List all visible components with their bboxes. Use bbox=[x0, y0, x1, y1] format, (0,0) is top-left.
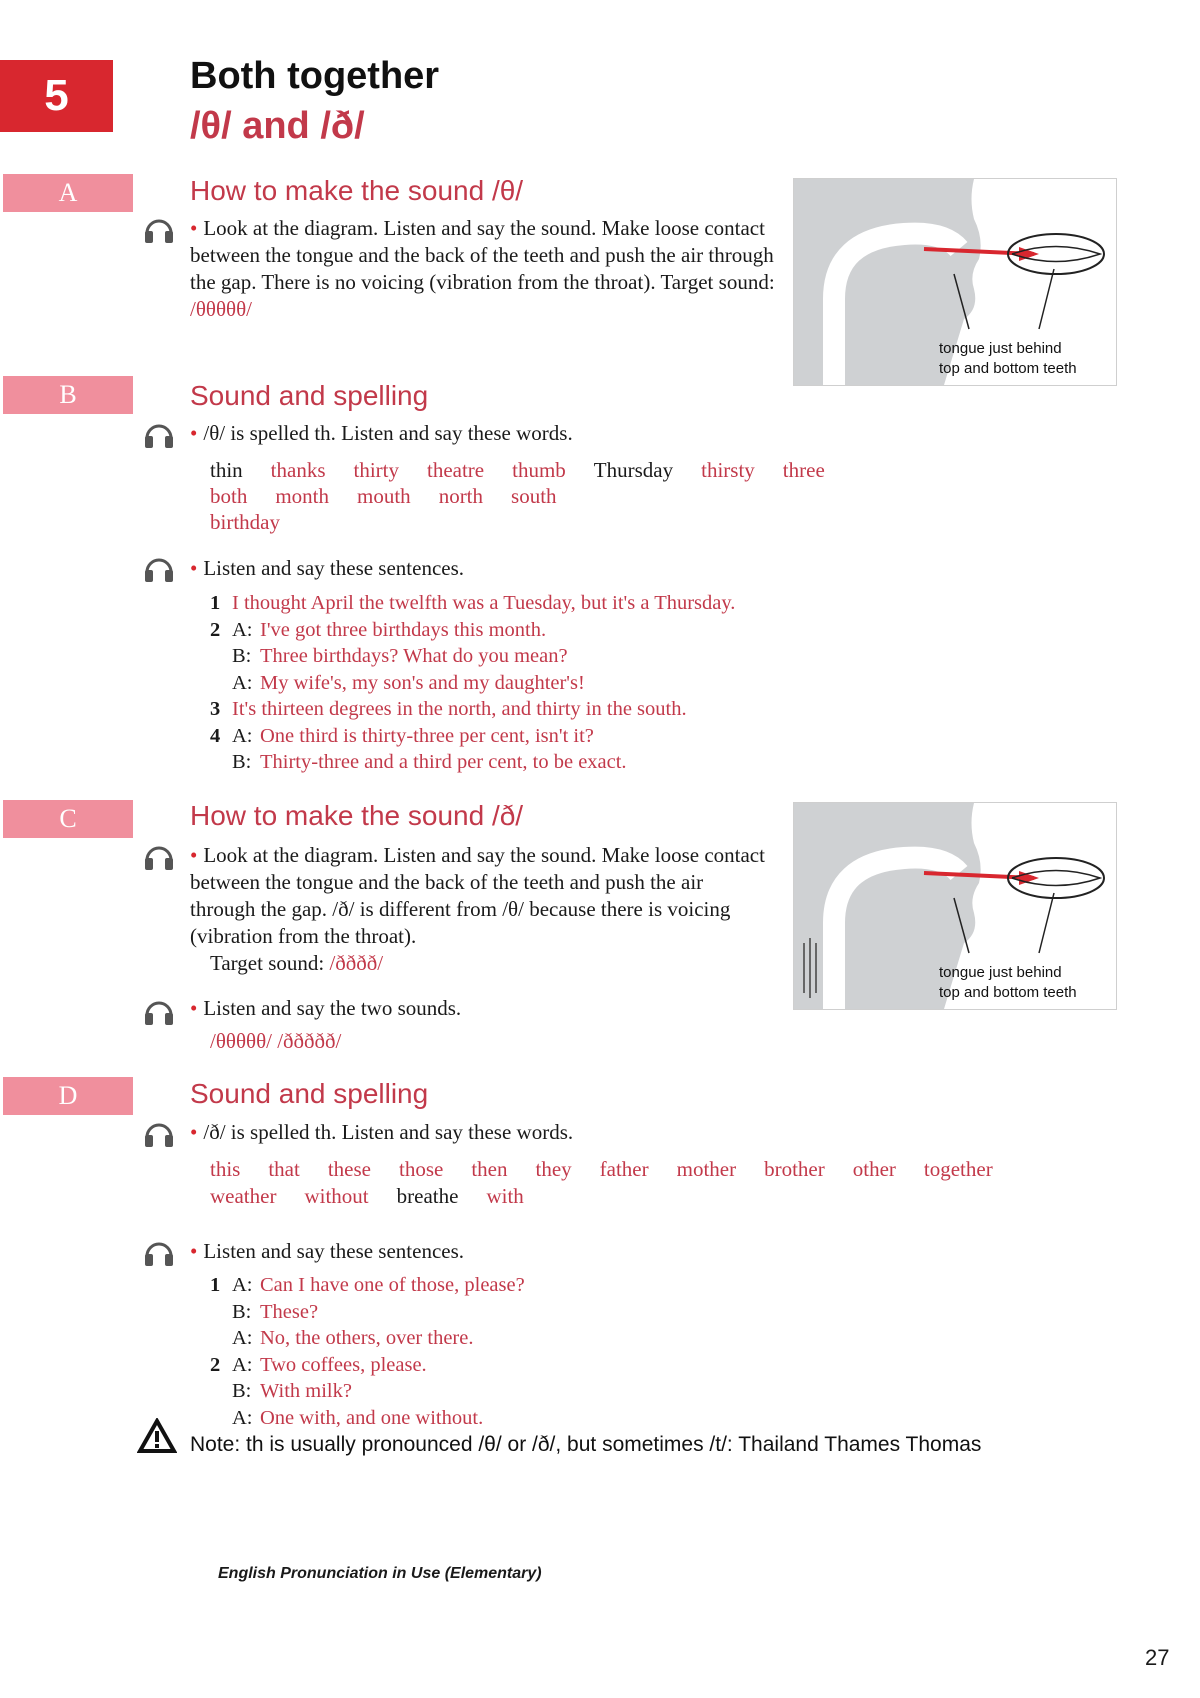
audio-headphones-icon[interactable] bbox=[142, 1236, 176, 1270]
word: together bbox=[923, 1157, 993, 1181]
bullet-icon: • bbox=[190, 843, 198, 867]
audio-headphones-icon[interactable] bbox=[142, 418, 176, 452]
audio-headphones-icon[interactable] bbox=[142, 213, 176, 247]
instruction-text: Listen and say these sentences. bbox=[203, 1239, 465, 1263]
bullet-icon: • bbox=[190, 996, 198, 1020]
word: mouth bbox=[357, 484, 411, 508]
word: south bbox=[511, 484, 557, 508]
page-subtitle: /θ/ and /ð/ bbox=[190, 105, 365, 147]
section-tab-b: B bbox=[3, 376, 133, 414]
instruction-text: Look at the diagram. Listen and say the sound. Make loose contact between the tongue and the back of the teeth and push the air through the gap. /ð/ is different from /θ/ because there is voicing (vibration from the throat). bbox=[190, 843, 765, 948]
target-sound: /ðððð/ bbox=[329, 951, 384, 975]
word: three bbox=[782, 458, 825, 482]
bullet-icon: • bbox=[190, 1120, 198, 1144]
word: other bbox=[852, 1157, 896, 1181]
word: Thursday bbox=[593, 458, 674, 482]
instruction-text: Listen and say these sentences. bbox=[203, 556, 465, 580]
word: then bbox=[471, 1157, 508, 1181]
word: they bbox=[535, 1157, 572, 1181]
word: weather bbox=[210, 1184, 277, 1208]
word: father bbox=[599, 1157, 649, 1181]
word: without bbox=[304, 1184, 369, 1208]
word: this bbox=[210, 1157, 241, 1181]
word: that bbox=[268, 1157, 300, 1181]
audio-headphones-icon[interactable] bbox=[142, 1117, 176, 1151]
word: those bbox=[399, 1157, 444, 1181]
section-tab-a: A bbox=[3, 174, 133, 212]
caption-line-2: top and bottom teeth bbox=[939, 984, 1077, 1001]
word: breathe bbox=[396, 1184, 459, 1208]
word: thirsty bbox=[701, 458, 755, 482]
section-c-instruction-2 bbox=[190, 995, 461, 1022]
sentence-row: 3 It's thirteen degrees in the north, and thirty in the south. bbox=[210, 698, 687, 720]
audio-headphones-icon[interactable] bbox=[142, 995, 176, 1029]
section-c-heading: How to make the sound /ð/ bbox=[190, 800, 524, 831]
instruction-text: Listen and say the two sounds. bbox=[203, 996, 462, 1020]
bullet-icon: • bbox=[190, 1239, 198, 1263]
target-sound: /θθθθθ/ bbox=[190, 297, 252, 321]
sentence-row: B: Thirty-three and a third per cent, to be exact. bbox=[232, 751, 627, 773]
warning-icon bbox=[137, 1418, 177, 1459]
page-title: Both together bbox=[190, 55, 440, 97]
sentence-row: 4 A: One third is thirty-three per cent, isn't it? bbox=[210, 724, 594, 747]
word: north bbox=[438, 484, 484, 508]
section-b-heading: Sound and spelling bbox=[190, 380, 429, 411]
word: month bbox=[275, 484, 330, 508]
sentence-row: 1 A: Can I have one of those, please? bbox=[210, 1274, 525, 1296]
bullet-icon: • bbox=[190, 216, 198, 240]
bullet-icon: • bbox=[190, 556, 198, 580]
word: both bbox=[210, 484, 248, 508]
section-a-instruction bbox=[190, 215, 780, 323]
word-list-row bbox=[210, 1157, 1160, 1182]
word: thirty bbox=[353, 458, 399, 482]
section-tab-d: D bbox=[3, 1077, 133, 1115]
page-number: 27 bbox=[1145, 1645, 1170, 1670]
section-a-heading: How to make the sound /θ/ bbox=[190, 175, 524, 206]
sentence-row: A: One with, and one without. bbox=[232, 1406, 484, 1429]
sentence-list-d bbox=[210, 1272, 525, 1431]
word-list-row bbox=[210, 510, 308, 535]
bullet-icon: • bbox=[190, 421, 198, 445]
pronunciation-note: Note: th is usually pronounced /θ/ or /ð/, but sometimes /t/: Thailand Thames Thomas bbox=[190, 1433, 982, 1456]
target-label: Target sound: bbox=[210, 951, 330, 975]
word-list-row bbox=[210, 484, 585, 509]
diagram-caption bbox=[939, 963, 1077, 1003]
sentence-row: B: Three birthdays? What do you mean? bbox=[232, 645, 568, 667]
sentence-row: B: With milk? bbox=[232, 1380, 352, 1402]
section-d-heading: Sound and spelling bbox=[190, 1078, 429, 1109]
word-list-row bbox=[210, 458, 853, 483]
sentence-row: 2 A: Two coffees, please. bbox=[210, 1353, 427, 1376]
section-b-instruction-1 bbox=[190, 420, 573, 447]
instruction-text: /θ/ is spelled th. Listen and say these words. bbox=[203, 421, 573, 445]
section-c-instruction bbox=[190, 842, 770, 977]
unit-number-badge bbox=[0, 60, 113, 132]
word: thanks bbox=[270, 458, 326, 482]
instruction-text: Look at the diagram. Listen and say the sound. Make loose contact between the tongue and the back of the teeth and push the air through the gap. There is no voicing (vibration from the throat). Target sound: bbox=[190, 216, 775, 294]
book-footer: English Pronunciation in Use (Elementary) bbox=[218, 1565, 542, 1582]
word: mother bbox=[676, 1157, 737, 1181]
sentence-row: A: My wife's, my son's and my daughter's! bbox=[232, 671, 585, 694]
unit-number: 5 bbox=[44, 71, 69, 120]
section-tab-c: C bbox=[3, 800, 133, 838]
audio-headphones-icon[interactable] bbox=[142, 552, 176, 586]
two-sounds: /θθθθθ/ /ððððð/ bbox=[210, 1029, 342, 1053]
sentence-row: 1 I thought April the twelfth was a Tuesday, but it's a Thursday. bbox=[210, 592, 736, 614]
sentence-list-b bbox=[210, 590, 735, 776]
audio-headphones-icon[interactable] bbox=[142, 840, 176, 874]
caption-line-1: tongue just behind bbox=[939, 964, 1062, 981]
mouth-diagram-eth bbox=[793, 802, 1117, 1010]
word: thumb bbox=[512, 458, 566, 482]
sentence-row: B: These? bbox=[232, 1300, 319, 1323]
word: with bbox=[486, 1184, 524, 1208]
diagram-caption bbox=[939, 339, 1077, 379]
sentence-row: 2 A: I've got three birthdays this month. bbox=[210, 618, 547, 641]
instruction-text: /ð/ is spelled th. Listen and say these words. bbox=[203, 1120, 574, 1144]
section-d-instruction-1 bbox=[190, 1119, 573, 1146]
caption-line-2: top and bottom teeth bbox=[939, 360, 1077, 377]
word: brother bbox=[764, 1157, 825, 1181]
mouth-diagram-theta bbox=[793, 178, 1117, 386]
sentence-row: A: No, the others, over there. bbox=[232, 1327, 474, 1349]
word: thin bbox=[210, 458, 243, 482]
word: these bbox=[327, 1157, 371, 1181]
word: birthday bbox=[210, 510, 280, 534]
section-d-instruction-2 bbox=[190, 1238, 464, 1265]
caption-line-1: tongue just behind bbox=[939, 340, 1062, 357]
word-list-row bbox=[210, 1184, 552, 1209]
section-b-instruction-2 bbox=[190, 555, 464, 582]
word: theatre bbox=[427, 458, 485, 482]
